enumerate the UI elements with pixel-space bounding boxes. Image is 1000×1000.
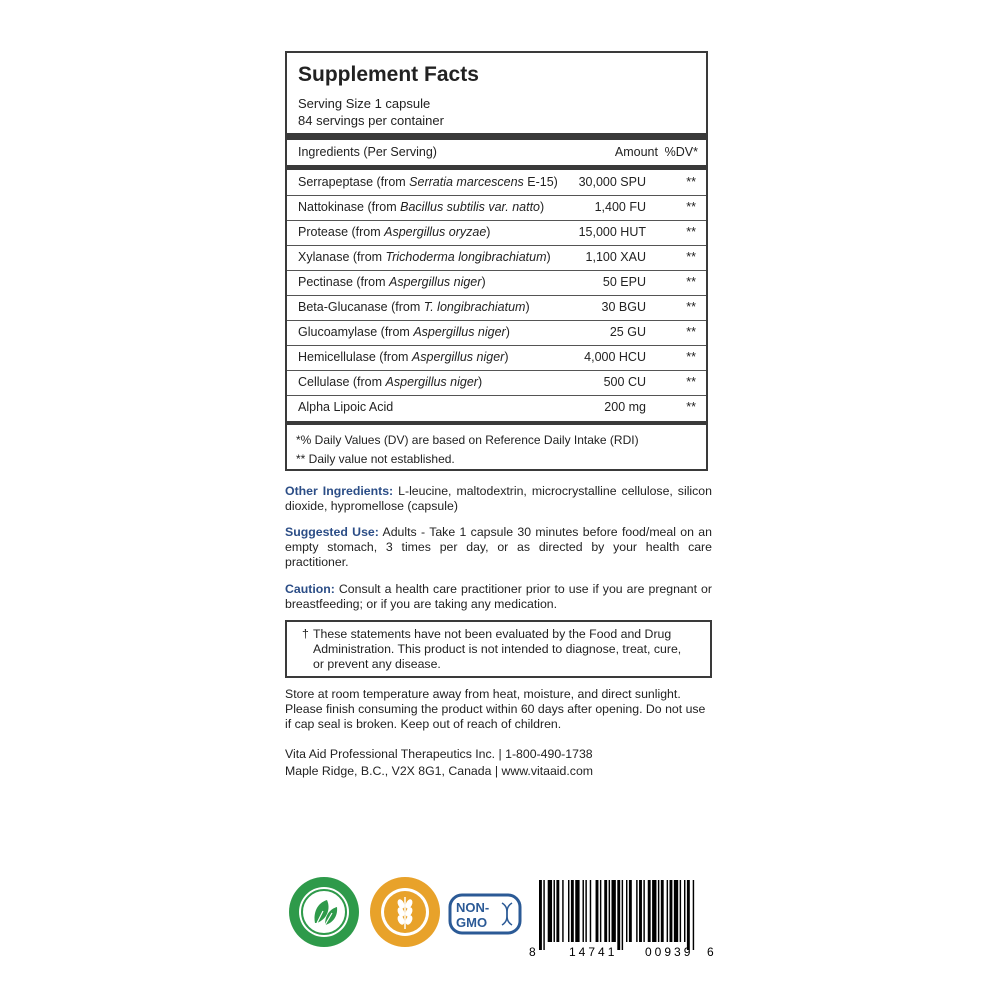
- barcode-bar: [636, 880, 637, 942]
- dagger-symbol: †: [302, 627, 309, 641]
- barcode-bar: [596, 880, 599, 942]
- ingredient-dv: **: [686, 300, 696, 314]
- facts-header-row: [287, 140, 706, 165]
- supplement-facts-panel: [285, 51, 708, 471]
- barcode-bar: [554, 880, 555, 942]
- other-ingredients: [285, 484, 712, 514]
- thick-divider: [287, 133, 706, 140]
- fda-disclaimer-box: [285, 620, 712, 678]
- header-ingredients: Ingredients (Per Serving): [298, 145, 437, 159]
- other-ingredients-label: Other Ingredients:: [285, 484, 394, 498]
- ingredient-row: [287, 270, 706, 295]
- barcode-bar: [568, 880, 569, 942]
- ingredient-row: [287, 370, 706, 395]
- barcode-bar: [571, 880, 574, 942]
- barcode-bar: [680, 880, 681, 942]
- ingredient-row: [287, 345, 706, 370]
- barcode-bar: [643, 880, 644, 942]
- barcode-bar: [674, 880, 678, 942]
- barcode-bar: [617, 880, 620, 950]
- footnote-dv: *% Daily Values (DV) are based on Reference Daily Intake (RDI): [296, 433, 639, 447]
- barcode-bar: [629, 880, 632, 942]
- barcode-digit-check: 6: [707, 945, 714, 959]
- barcode-bar: [539, 880, 542, 950]
- servings-per-container: 84 servings per container: [298, 113, 444, 128]
- ingredient-amount: 25 GU: [609, 325, 646, 339]
- ingredient-amount: 30 BGU: [601, 300, 646, 314]
- storage-instructions: Store at room temperature away from heat, moisture, and direct sunlight. Please finish consuming the product within 60 days after opening. Do not use if cap seal is broken. Keep out of reach of children.: [285, 687, 706, 731]
- ingredient-amount: 200 mg: [604, 400, 646, 414]
- barcode-bar: [687, 880, 690, 950]
- barcode-bar: [693, 880, 694, 950]
- barcode-bar: [622, 880, 623, 950]
- barcode-bar: [667, 880, 668, 942]
- ingredient-name: Hemicellulase (from Aspergillus niger): [298, 350, 509, 364]
- barcode-digit-lead: 8: [529, 945, 536, 959]
- ingredient-amount: 500 CU: [603, 375, 646, 389]
- ingredient-name: Pectinase (from Aspergillus niger): [298, 275, 486, 289]
- barcode-bar: [639, 880, 642, 942]
- suggested-use-label: Suggested Use:: [285, 525, 379, 539]
- non-gmo-line1: NON-: [456, 900, 490, 915]
- company-line-1: Vita Aid Professional Therapeutics Inc. | 1-800-490-1738: [285, 747, 593, 761]
- suggested-use: [285, 525, 712, 570]
- ingredient-row: [287, 295, 706, 320]
- facts-title: Supplement Facts: [298, 63, 479, 86]
- ingredient-dv: **: [686, 375, 696, 389]
- non-gmo-line2: GMO: [456, 915, 488, 930]
- ingredient-amount: 50 EPU: [602, 275, 646, 289]
- header-dv: %DV*: [664, 145, 698, 159]
- ingredient-name: Protease (from Aspergillus oryzae): [298, 225, 491, 239]
- barcode-bar: [562, 880, 563, 942]
- barcode-bar: [575, 880, 579, 942]
- ingredient-dv: **: [686, 225, 696, 239]
- ingredient-amount: 4,000 HCU: [584, 350, 646, 364]
- ingredient-dv: **: [686, 400, 696, 414]
- other-ingredients-text: L-leucine, maltodextrin, microcrystalline cellulose, silicon dioxide, hypromellose (capsule): [285, 484, 712, 513]
- barcode-bar: [543, 880, 544, 950]
- ingredient-dv: **: [686, 250, 696, 264]
- barcode-digits-left: 14741: [569, 945, 618, 959]
- non-gmo-badge: [448, 893, 522, 935]
- ingredient-dv: **: [686, 200, 696, 214]
- barcode-bar: [600, 880, 601, 942]
- ingredient-amount: 15,000 HUT: [578, 225, 646, 239]
- ingredient-row: [287, 170, 706, 195]
- footnote-not-established: ** Daily value not established.: [296, 452, 455, 466]
- barcode-bar: [612, 880, 616, 942]
- barcode-digits-right: 00939: [645, 945, 694, 959]
- barcode-bar: [609, 880, 610, 942]
- barcode-bar: [626, 880, 627, 942]
- ingredient-row: [287, 245, 706, 270]
- barcode-bar: [684, 880, 685, 942]
- barcode-bar: [604, 880, 607, 942]
- caution-label: Caution:: [285, 582, 335, 596]
- ingredient-amount: 1,100 XAU: [585, 250, 646, 264]
- barcode-bar: [648, 880, 651, 942]
- barcode-bar: [658, 880, 659, 942]
- ingredient-name: Glucoamylase (from Aspergillus niger): [298, 325, 510, 339]
- barcode-bar: [556, 880, 559, 942]
- gluten-free-badge: [368, 875, 442, 949]
- ingredient-dv: **: [686, 175, 696, 189]
- barcode-bar: [652, 880, 656, 942]
- suggested-use-text: Adults - Take 1 capsule 30 minutes before food/meal on an empty stomach, 3 times per day, or as directed by your health care practitioner.: [285, 525, 712, 569]
- ingredient-name: Serrapeptase (from Serratia marcescens E-15): [298, 175, 558, 189]
- ingredient-amount: 1,400 FU: [594, 200, 646, 214]
- barcode-bar: [670, 880, 673, 942]
- ingredient-name: Xylanase (from Trichoderma longibrachiatum): [298, 250, 551, 264]
- thick-divider: [287, 421, 706, 425]
- serving-size: Serving Size 1 capsule: [298, 96, 431, 111]
- company-line-2: Maple Ridge, B.C., V2X 8G1, Canada | www.vitaaid.com: [285, 764, 594, 778]
- ingredient-dv: **: [686, 325, 696, 339]
- barcode-bar: [585, 880, 586, 942]
- ingredient-amount: 30,000 SPU: [578, 175, 646, 189]
- caution-text: Consult a health care practitioner prior to use if you are pregnant or breastfeeding; or if you are taking any medication.: [285, 582, 712, 611]
- barcode-bar: [583, 880, 584, 942]
- barcode-bar: [590, 880, 591, 942]
- ingredient-name: Cellulase (from Aspergillus niger): [298, 375, 483, 389]
- ingredient-row: [287, 195, 706, 220]
- ingredient-name: Alpha Lipoic Acid: [298, 400, 394, 414]
- vegan-formula-badge: [287, 875, 361, 949]
- ingredient-dv: **: [686, 350, 696, 364]
- ingredient-row: [287, 395, 706, 420]
- disclaimer-text: These statements have not been evaluated by the Food and Drug Administration. This product is not intended to diagnose, treat, cure, or prevent any disease.: [313, 627, 682, 671]
- ingredient-row: [287, 320, 706, 345]
- ingredient-dv: **: [686, 275, 696, 289]
- ingredient-name: Beta-Glucanase (from T. longibrachiatum): [298, 300, 530, 314]
- barcode-bar: [548, 880, 552, 942]
- header-amount: Amount: [614, 145, 658, 159]
- ingredient-row: [287, 220, 706, 245]
- ingredient-name: Nattokinase (from Bacillus subtilis var. natto): [298, 200, 545, 214]
- caution: [285, 582, 712, 612]
- barcode-bar: [661, 880, 664, 942]
- upc-barcode: [527, 880, 717, 960]
